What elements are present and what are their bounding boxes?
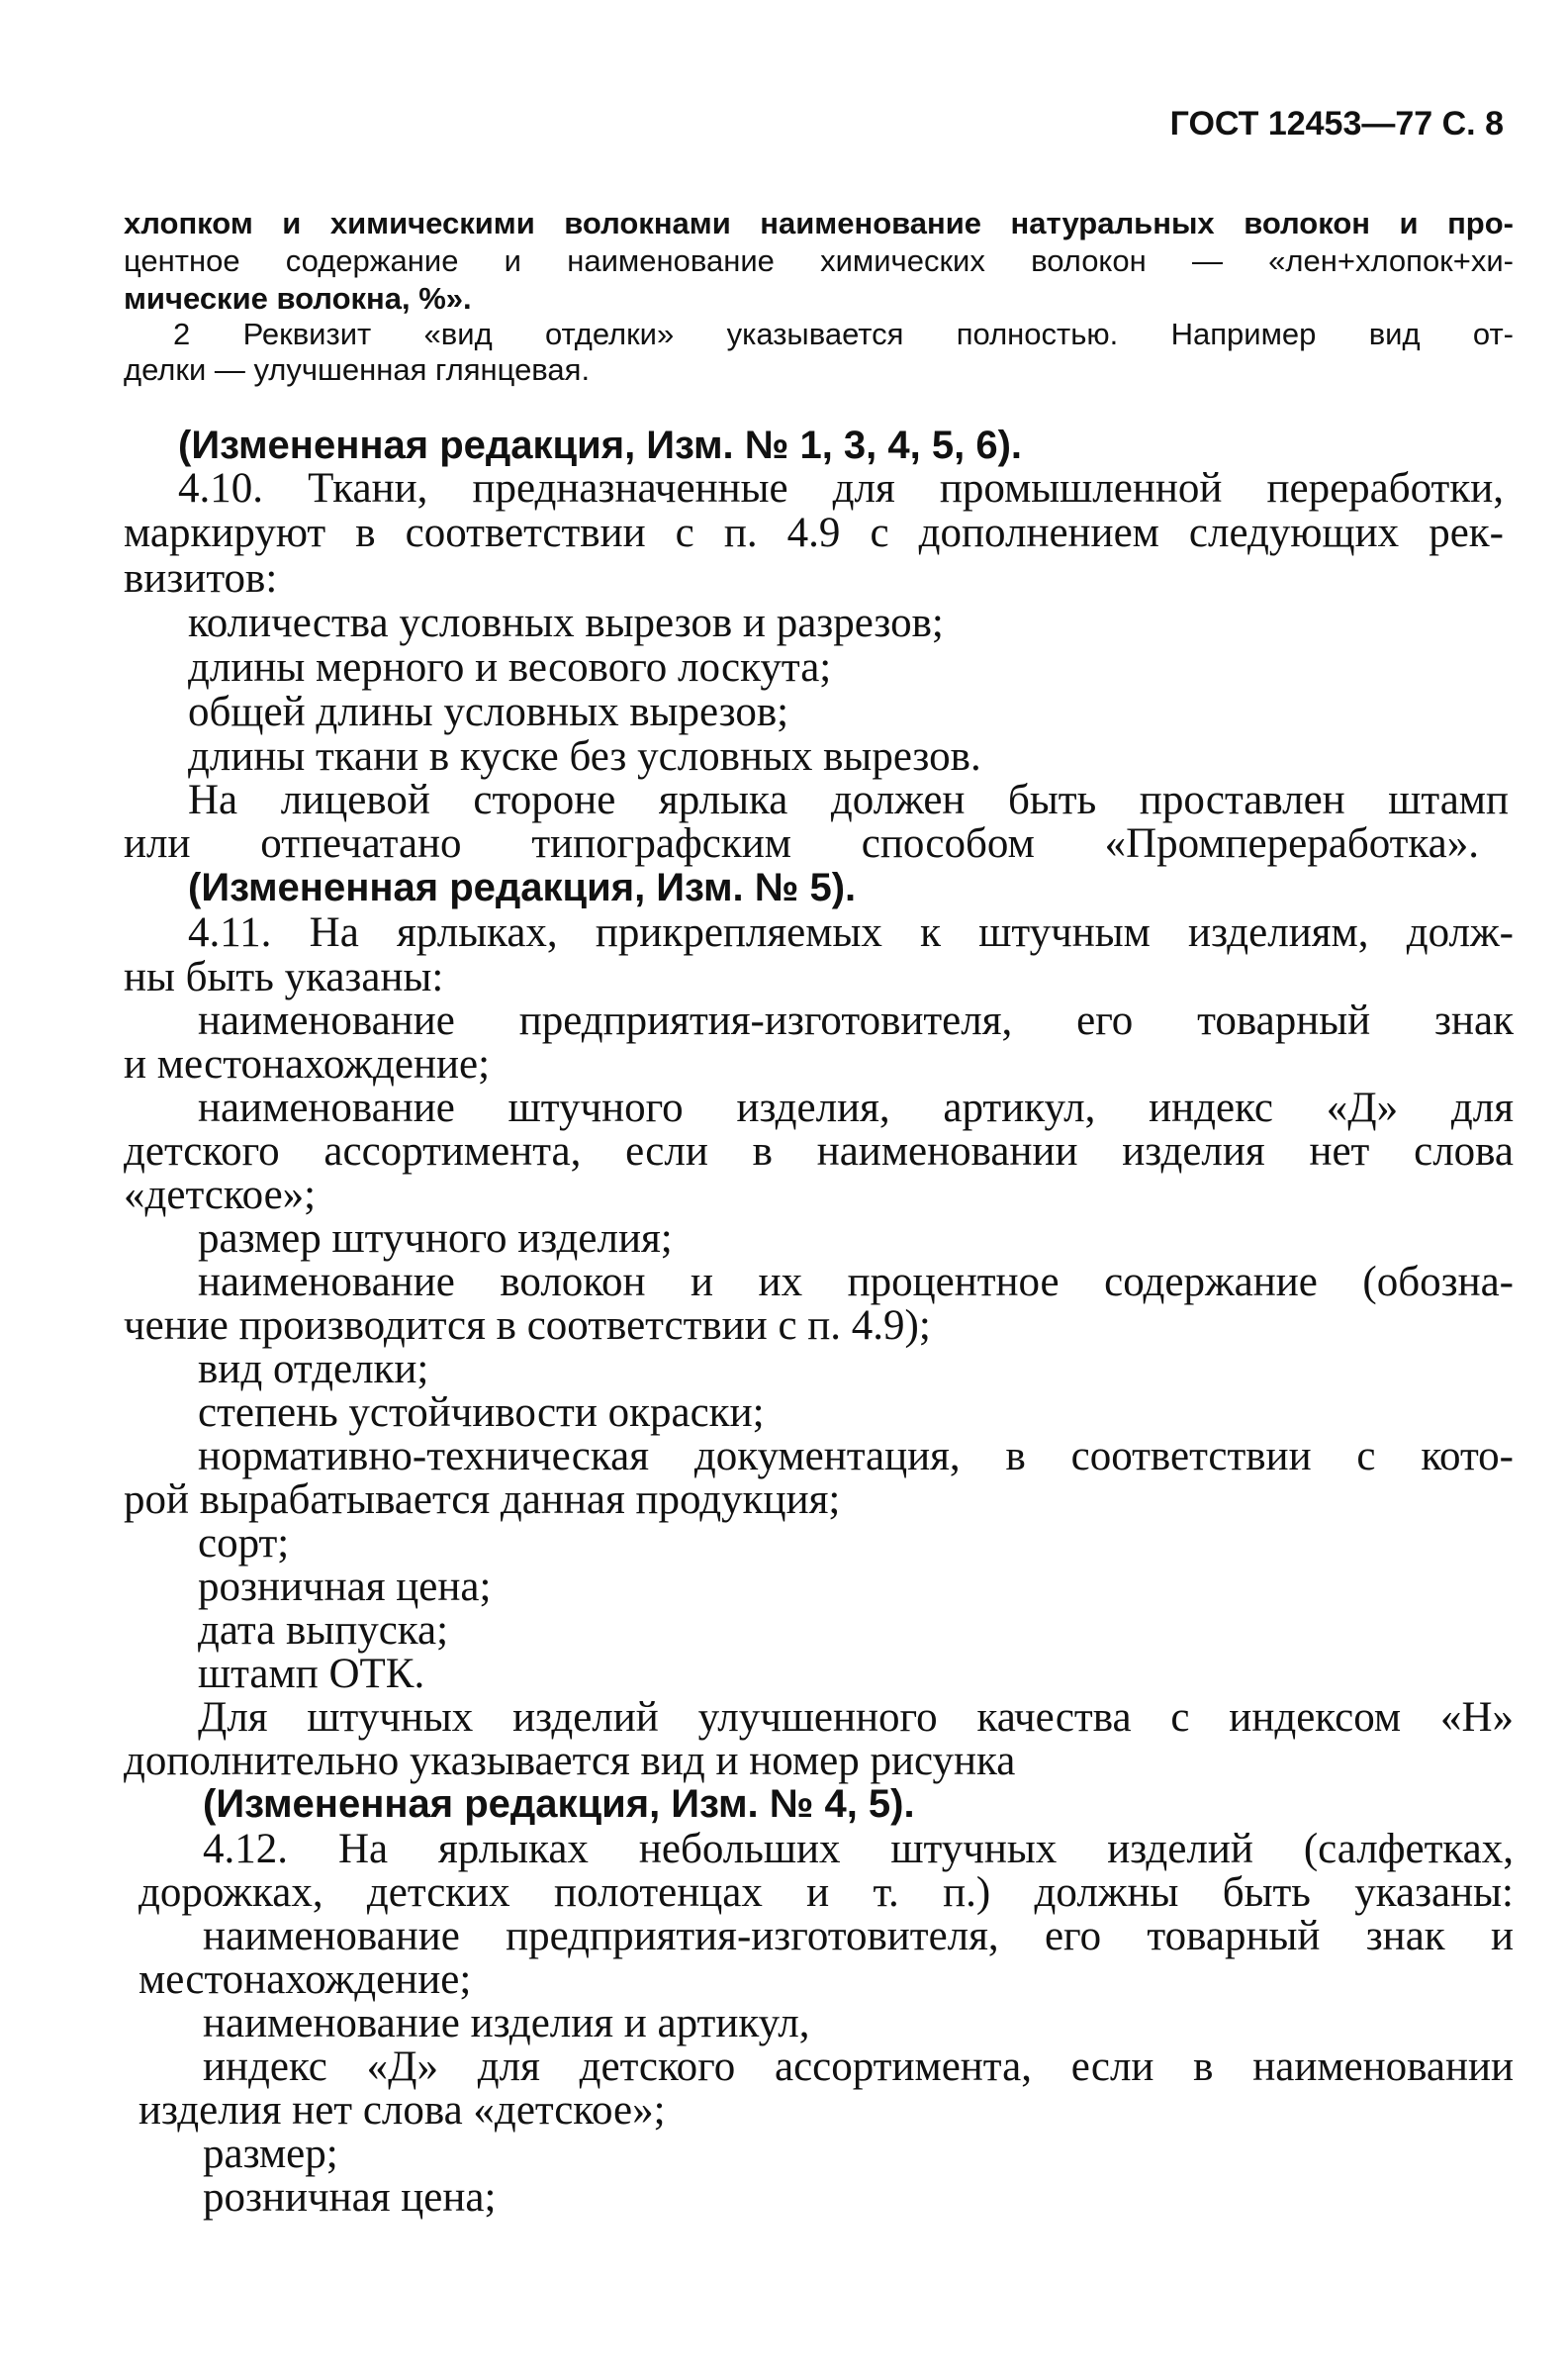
- list-item: розничная цена;: [198, 1564, 492, 1610]
- list-item: наименование предприятия-изготовителя, его товарный знак и: [203, 1913, 1514, 1959]
- list-item: наименование штучного изделия, артикул, индекс «Д» для: [198, 1085, 1514, 1131]
- change-note: (Измененная редакция, Изм. № 4, 5).: [203, 1782, 915, 1826]
- clause-4-10: 4.10. Ткани, предназначенные для промышленной переработки,: [178, 465, 1504, 512]
- paragraph-line: На лицевой стороне ярлыка должен быть проставлен штамп: [188, 777, 1509, 823]
- paragraph-line: визитов:: [124, 555, 278, 602]
- list-item: размер;: [203, 2131, 338, 2177]
- clause-4-11: 4.11. На ярлыках, прикрепляемых к штучным изделиям, долж-: [188, 909, 1514, 956]
- list-item: степень устойчивости окраски;: [198, 1389, 765, 1436]
- paragraph-line: дорожках, детских полотенцах и т. п.) должны быть указаны:: [138, 1869, 1514, 1916]
- note-line: мические волокна, %».: [124, 281, 472, 316]
- note-line: 2 Реквизит «вид отделки» указывается полностью. Например вид от-: [173, 317, 1514, 351]
- list-item: вид отделки;: [198, 1346, 429, 1392]
- clause-4-12: 4.12. На ярлыках небольших штучных изделий (салфетках,: [203, 1826, 1514, 1872]
- paragraph-line: или отпечатано типографским способом «Промпереработка».: [124, 820, 1479, 867]
- list-item: нормативно-техническая документация, в соответствии с кото-: [198, 1433, 1514, 1479]
- list-item: рой вырабатывается данная продукция;: [124, 1476, 841, 1523]
- list-item: общей длины условных вырезов;: [188, 689, 789, 735]
- change-note: (Измененная редакция, Изм. № 1, 3, 4, 5, 6).: [178, 424, 1023, 467]
- list-item: и местонахождение;: [124, 1041, 491, 1088]
- change-note: (Измененная редакция, Изм. № 5).: [188, 866, 857, 909]
- list-item: «детское»;: [124, 1172, 317, 1218]
- list-item: наименование изделия и артикул,: [203, 2000, 810, 2046]
- list-item: детского ассортимента, если в наименовании изделия нет слова: [124, 1128, 1514, 1175]
- paragraph-line: маркируют в соответствии с п. 4.9 с дополнением следующих рек-: [124, 510, 1504, 556]
- list-item: розничная цена;: [203, 2174, 497, 2221]
- list-item: изделия нет слова «детское»;: [138, 2087, 666, 2134]
- list-item: штамп ОТК.: [198, 1651, 425, 1697]
- list-item: длины ткани в куске без условных вырезов.: [188, 733, 981, 780]
- list-item: индекс «Д» для детского ассортимента, если в наименовании: [203, 2043, 1514, 2090]
- list-item: размер штучного изделия;: [198, 1215, 673, 1262]
- note-line: хлопком и химическими волокнами наименование натуральных волокон и про-: [124, 206, 1514, 240]
- list-item: местонахождение;: [138, 1956, 472, 2003]
- list-item: длины мерного и весового лоскута;: [188, 644, 832, 691]
- list-item: дата выпуска;: [198, 1607, 449, 1654]
- list-item: наименование предприятия-изготовителя, его товарный знак: [198, 997, 1514, 1044]
- list-item: чение производится в соответствии с п. 4.9);: [124, 1302, 931, 1349]
- note-line: центное содержание и наименование химических волокон — «лен+хлопок+хи-: [124, 243, 1514, 278]
- list-item: количества условных вырезов и разрезов;: [188, 600, 944, 646]
- list-item: сорт;: [198, 1520, 290, 1567]
- paragraph-line: дополнительно указывается вид и номер рисунка: [124, 1738, 1016, 1784]
- list-item: наименование волокон и их процентное содержание (обозна-: [198, 1259, 1514, 1305]
- paragraph-line: ны быть указаны:: [124, 954, 444, 1000]
- paragraph-line: Для штучных изделий улучшенного качества с индексом «Н»: [198, 1694, 1514, 1741]
- page-header: ГОСТ 12453—77 С. 8: [1169, 105, 1504, 142]
- note-line: делки — улучшенная глянцевая.: [124, 352, 591, 387]
